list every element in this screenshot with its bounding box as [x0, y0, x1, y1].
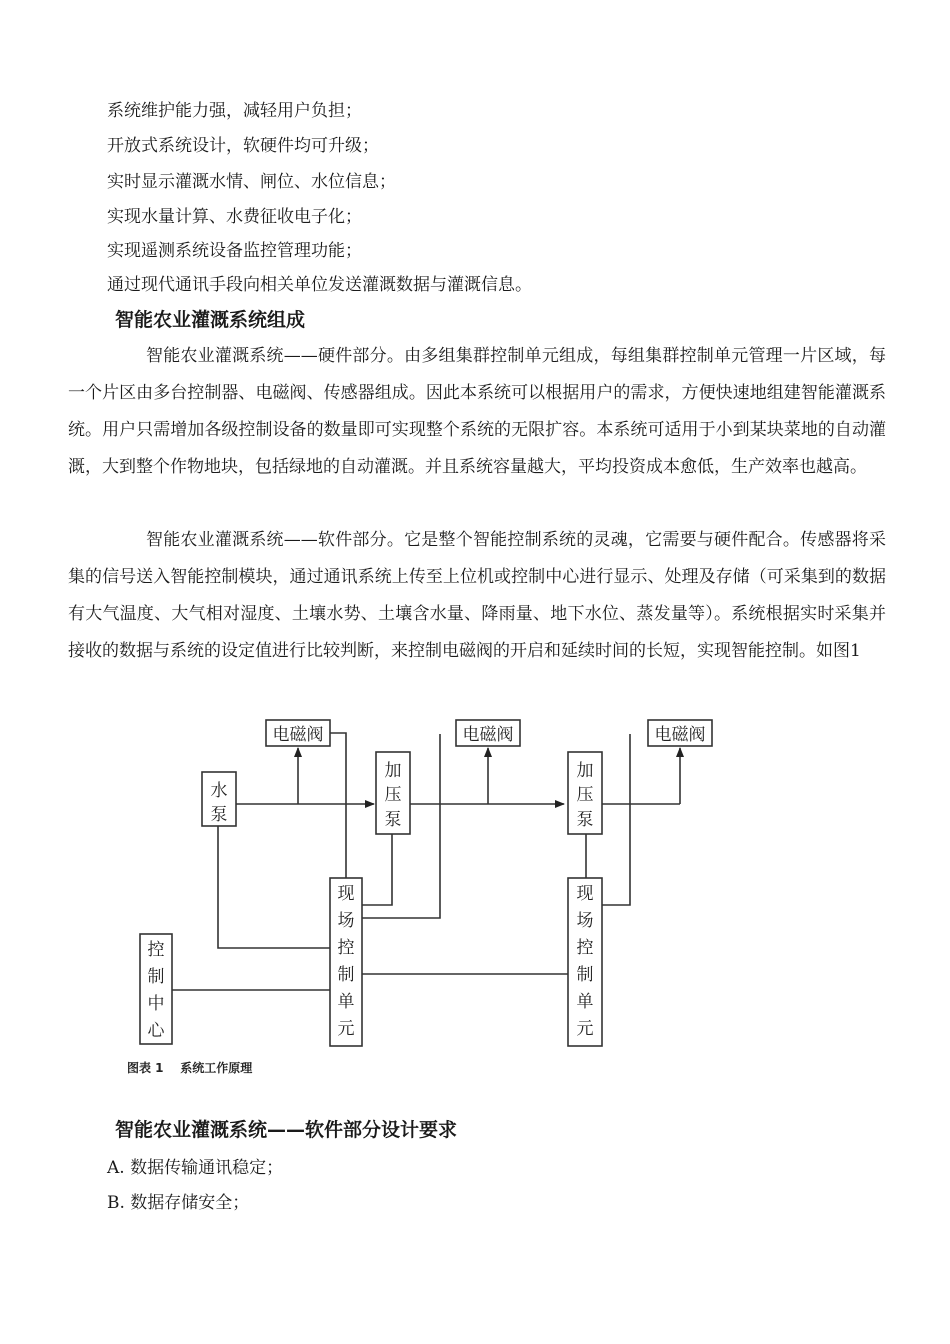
- bullet-line: 系统维护能力强，减轻用户负担；: [107, 101, 362, 121]
- paragraph-hardware: 智能农业灌溉系统——硬件部分。由多组集群控制单元组成，每组集群控制单元管理一片区域，每一个片区由多台控制器、电磁阀、传感器组成。因此本系统可以根据用户的需求，方便快速地组建智能灌溉系统。用户只需增加各级控制设备的数量即可实现整个系统的无限扩容。本系统可适用于小到某块菜地的自动灌溉，大到整个作物地块，包括绿地的自动灌溉。并且系统容量越大，平均投资成本愈低，生产效率也越高。: [68, 346, 886, 477]
- solenoid-valve-3: [648, 720, 712, 746]
- svg-text:控: 控: [576, 938, 594, 958]
- svg-text:泵: 泵: [384, 810, 402, 830]
- svg-text:单: 单: [576, 992, 594, 1012]
- control-center: [140, 934, 172, 1044]
- svg-text:压: 压: [384, 785, 402, 805]
- svg-text:电磁阀: 电磁阀: [654, 725, 706, 745]
- svg-text:泵: 泵: [210, 805, 228, 825]
- svg-text:场: 场: [576, 911, 594, 931]
- requirement-item: B. 数据存储安全；: [107, 1193, 250, 1213]
- svg-text:单: 单: [337, 992, 355, 1012]
- bullet-line: 实现水量计算、水费征收电子化；: [107, 207, 362, 227]
- svg-text:现: 现: [576, 884, 594, 904]
- figure-caption: 图表 1 系统工作原理: [127, 1061, 253, 1075]
- svg-text:控: 控: [337, 938, 355, 958]
- system-diagram: [0, 700, 950, 1090]
- svg-text:控: 控: [147, 940, 165, 960]
- svg-text:电磁阀: 电磁阀: [462, 725, 514, 745]
- svg-text:制: 制: [337, 965, 355, 985]
- svg-text:制: 制: [147, 967, 165, 987]
- svg-text:中: 中: [147, 994, 165, 1014]
- bullet-line: 实现遥测系统设备监控管理功能；: [107, 241, 362, 261]
- svg-text:压: 压: [576, 785, 594, 805]
- solenoid-valve-2: [456, 720, 520, 746]
- svg-text:泵: 泵: [576, 810, 594, 830]
- water-pump: [202, 772, 236, 826]
- booster-pump-2: [568, 752, 602, 834]
- connection-wires: [172, 733, 680, 990]
- svg-text:元: 元: [337, 1019, 355, 1039]
- svg-text:现: 现: [337, 884, 355, 904]
- section-title-software-requirements: 智能农业灌溉系统——软件部分设计要求: [115, 1119, 458, 1141]
- paragraph-software: 智能农业灌溉系统——软件部分。它是整个智能控制系统的灵魂，它需要与硬件配合。传感器将采集的信号送入智能控制模块，通过通讯系统上传至上位机或控制中心进行显示、处理及存储（可采集到的数据有大气温度、大气相对湿度、土壤水势、土壤含水量、降雨量、地下水位、蒸发量等）。系统根据实时采集并接收的数据与系统的设定值进行比较判断，来控制电磁阀的开启和延续时间的长短，实现智能控制。如图1: [68, 530, 886, 661]
- bullet-line: 实时显示灌溉水情、闸位、水位信息；: [107, 172, 396, 192]
- svg-text:加: 加: [384, 761, 402, 781]
- svg-text:元: 元: [576, 1019, 594, 1039]
- booster-pump-1: [376, 752, 410, 834]
- bullet-line: 开放式系统设计，软硬件均可升级；: [107, 136, 379, 156]
- svg-text:场: 场: [337, 911, 355, 931]
- svg-text:制: 制: [576, 965, 594, 985]
- svg-text:水: 水: [210, 781, 228, 801]
- svg-text:电磁阀: 电磁阀: [272, 725, 324, 745]
- section-title-composition: 智能农业灌溉系统组成: [115, 309, 306, 331]
- svg-text:心: 心: [147, 1021, 165, 1041]
- svg-text:加: 加: [576, 761, 594, 781]
- bullet-line: 通过现代通讯手段向相关单位发送灌溉数据与灌溉信息。: [107, 275, 532, 295]
- field-control-unit-1: [330, 878, 362, 1046]
- solenoid-valve-1: [266, 720, 330, 746]
- requirement-item: A. 数据传输通讯稳定；: [107, 1158, 284, 1178]
- field-control-unit-2: [568, 878, 602, 1046]
